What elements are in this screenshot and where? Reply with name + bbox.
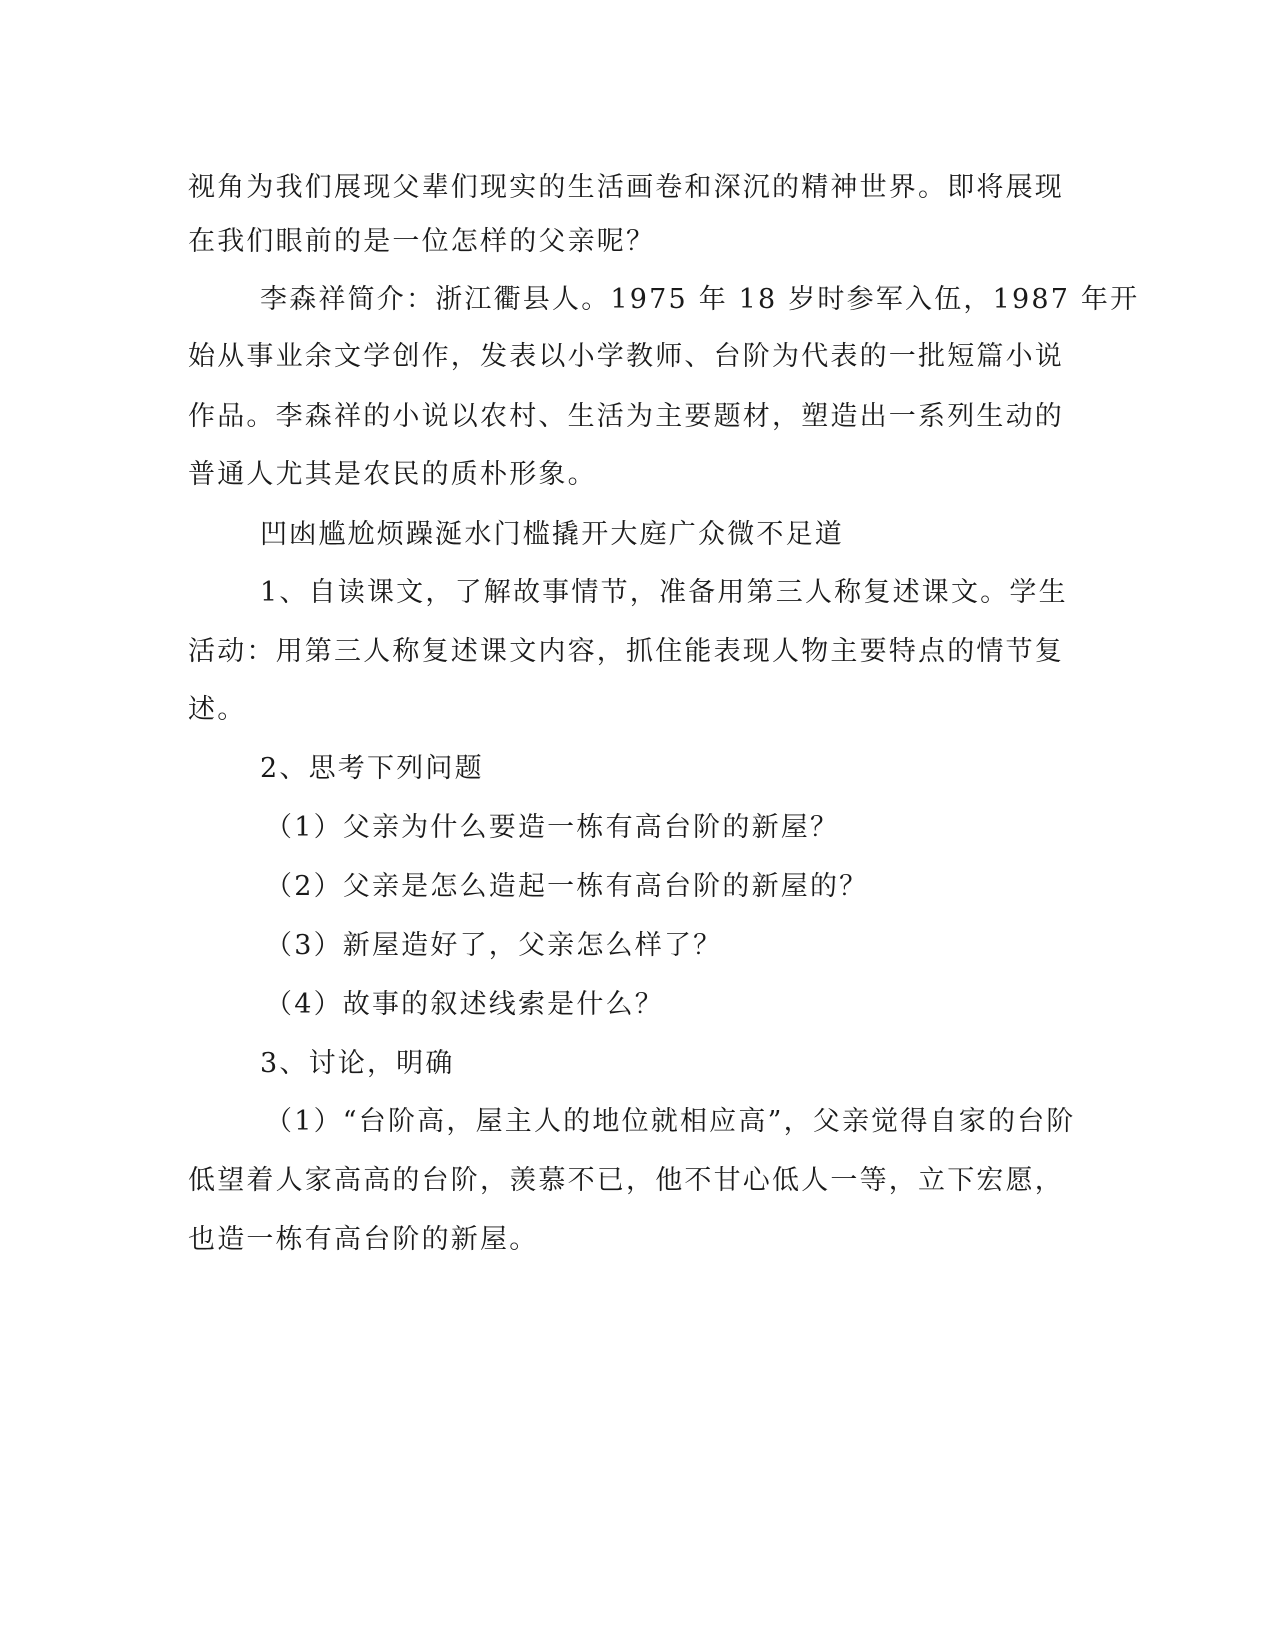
author-intro-line: 普通人尤其是农民的质朴形象。 bbox=[188, 459, 597, 490]
task-1-line: 述。 bbox=[188, 694, 247, 725]
question-1: （1）父亲为什么要造一栋有高台阶的新屋？ bbox=[265, 812, 840, 843]
task-1-line: 1、自读课文，了解故事情节，准备用第三人称复述课文。学生 bbox=[260, 577, 1068, 608]
paragraph-line: 视角为我们展现父辈们现实的生活画卷和深沉的精神世界。即将展现 bbox=[188, 172, 1064, 203]
author-intro-line: 作品。李森祥的小说以农村、生活为主要题材，塑造出一系列生动的 bbox=[188, 401, 1064, 432]
answer-1-line: 低望着人家高高的台阶，羡慕不已，他不甘心低人一等，立下宏愿， bbox=[188, 1165, 1064, 1196]
question-3: （3）新屋造好了，父亲怎么样了？ bbox=[265, 930, 723, 961]
task-3-heading: 3、讨论，明确 bbox=[260, 1048, 455, 1079]
author-intro-line: 始从事业余文学创作，发表以小学教师、台阶为代表的一批短篇小说 bbox=[188, 341, 1064, 372]
question-4: （4）故事的叙述线索是什么？ bbox=[265, 989, 664, 1020]
answer-1-line: （1）“台阶高，屋主人的地位就相应高”，父亲觉得自家的台阶 bbox=[265, 1106, 1076, 1137]
paragraph-line: 在我们眼前的是一位怎样的父亲呢？ bbox=[188, 226, 656, 257]
task-1-line: 活动：用第三人称复述课文内容，抓住能表现人物主要特点的情节复 bbox=[188, 636, 1064, 667]
answer-1-line: 也造一栋有高台阶的新屋。 bbox=[188, 1224, 539, 1255]
question-2: （2）父亲是怎么造起一栋有高台阶的新屋的？ bbox=[265, 871, 869, 902]
author-intro-line: 李森祥简介：浙江衢县人。1975 年 18 岁时参军入伍，1987 年开 bbox=[260, 284, 1140, 315]
vocabulary-line: 凹凼尴尬烦躁涎水门槛撬开大庭广众微不足道 bbox=[260, 519, 844, 550]
task-2-heading: 2、思考下列问题 bbox=[260, 753, 484, 784]
